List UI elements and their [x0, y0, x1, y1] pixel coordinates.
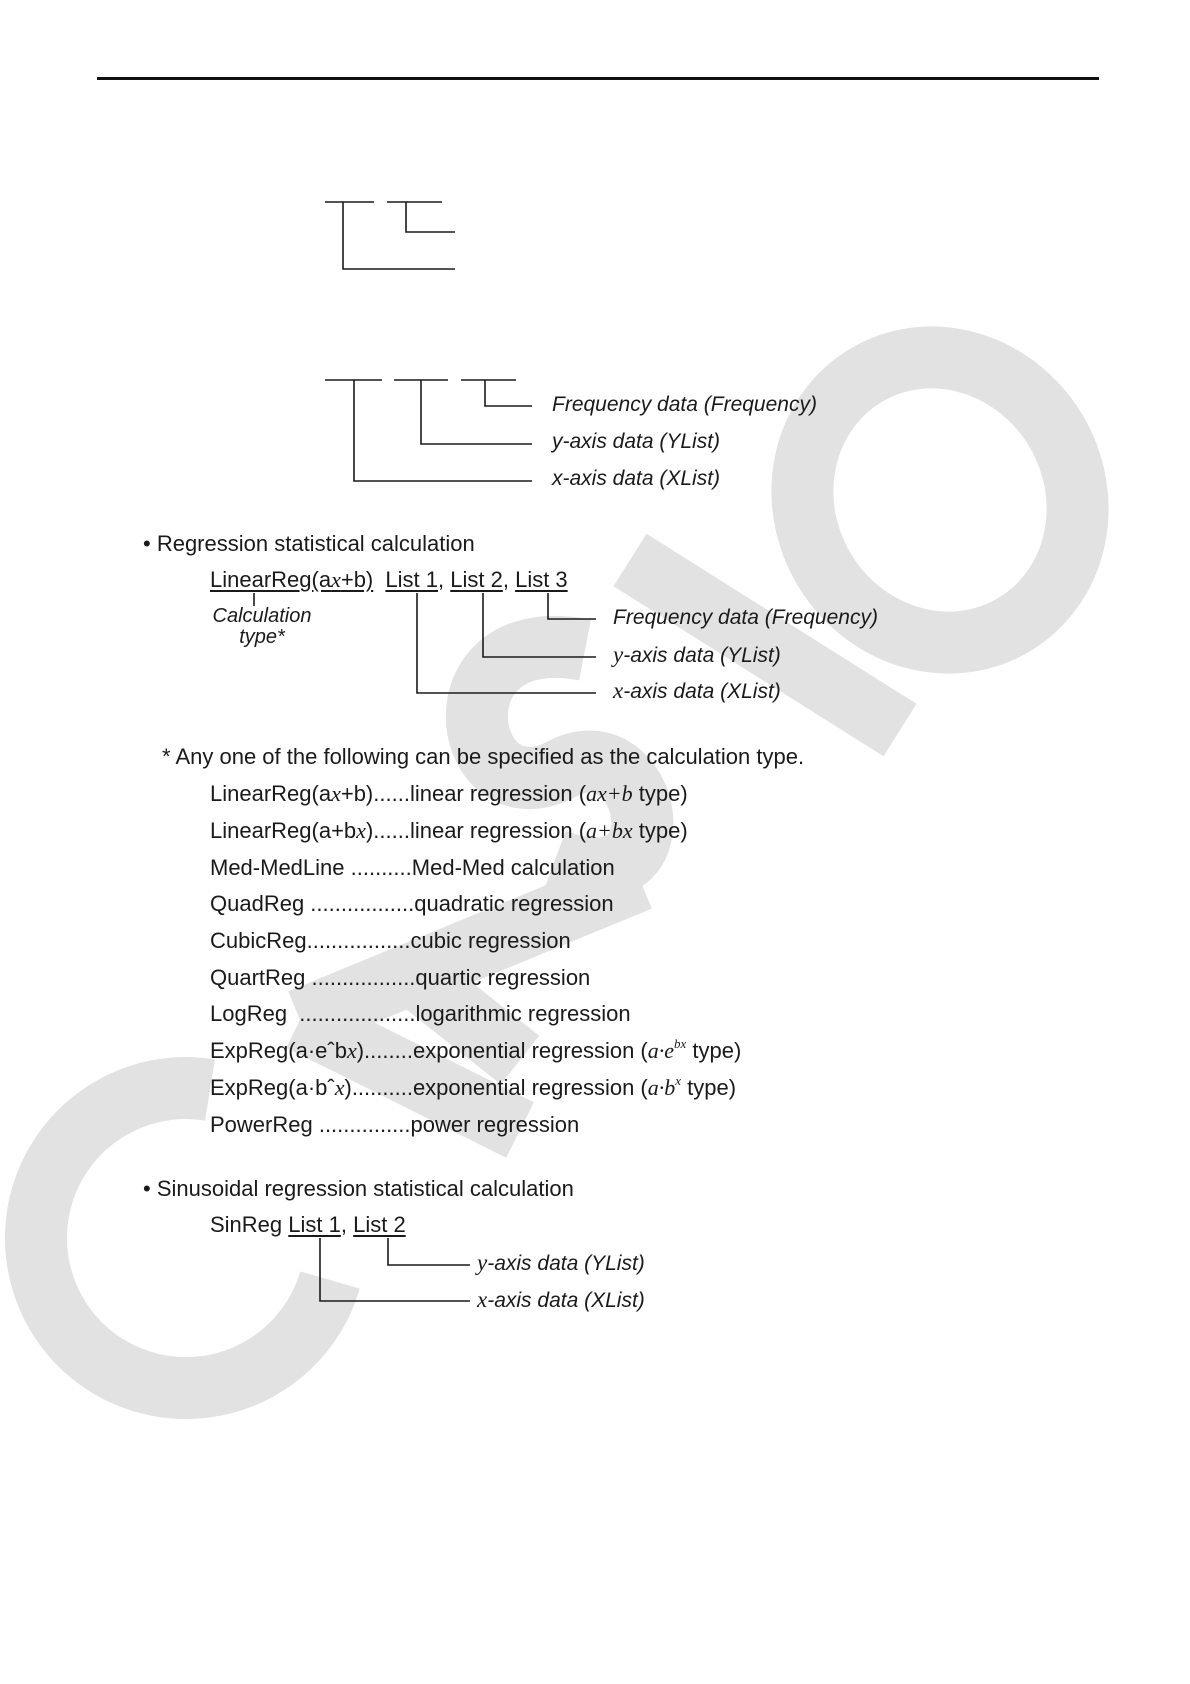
list-1: List 1 [288, 1212, 341, 1237]
annotation-x-axis: x-axis data (XList) [552, 467, 721, 490]
bullet: • [143, 1176, 151, 1201]
sinreg-command: SinReg [210, 1212, 283, 1237]
annotation-frequency: Frequency data (Frequency) [552, 393, 817, 416]
sinusoidal-annotation-y-axis: y-axis data (YList) [477, 1250, 645, 1275]
calc-type-row: ExpReg(a·bˆx)..........exponential regression ($a\cdot b^x$ type) [210, 1073, 737, 1100]
comma: , [340, 1212, 347, 1237]
calc-type-row: LinearReg(a+bx)......linear regression (a+bx type) [210, 818, 688, 843]
sinusoidal-heading-text: Sinusoidal regression statistical calculation [156, 1176, 574, 1201]
calc-type-row: CubicReg.................cubic regression [210, 928, 571, 953]
calc-type-row: PowerReg ...............power regression [210, 1112, 580, 1137]
calc-type-row: ExpReg(a·eˆbx)........exponential regression ($a\cdot e^{bx}$ type) [210, 1036, 742, 1063]
regression-heading-text: Regression statistical calculation [156, 531, 475, 556]
calc-type-label: Calculation type* [212, 605, 312, 648]
comma: , [502, 567, 509, 592]
sinusoidal-heading [143, 1176, 574, 1202]
regression-heading [143, 531, 475, 557]
calc-type-row: QuadReg .................quadratic regression [210, 891, 614, 916]
sinusoidal-command-line [210, 1212, 406, 1238]
sinusoidal-annotation-x-axis: x-axis data (XList) [477, 1287, 645, 1312]
calc-type-note: * Any one of the following can be specified as the calculation type. [162, 744, 805, 769]
calc-type-row: QuartReg .................quartic regression [210, 965, 591, 990]
bullet: • [143, 531, 151, 556]
regression-command-line [210, 567, 568, 593]
list-2: List 2 [353, 1212, 406, 1237]
regression-annotation-y-axis: y-axis data (YList) [613, 642, 781, 667]
regression-annotation-frequency: Frequency data (Frequency) [613, 606, 878, 629]
list-1: List 1 [385, 567, 438, 592]
calc-type-row: LogReg ...................logarithmic regression [210, 1001, 631, 1026]
comma: , [437, 567, 445, 592]
list-3: List 3 [515, 567, 568, 592]
calc-type-command: LinearReg(ax+b) [210, 567, 374, 592]
calc-type-row: LinearReg(ax+b)......linear regression (ax+b type) [210, 781, 688, 806]
regression-annotation-x-axis: x-axis data (XList) [613, 678, 781, 703]
annotation-y-axis: y-axis data (YList) [552, 430, 721, 453]
list-2: List 2 [450, 567, 503, 592]
calc-type-row: Med-MedLine ..........Med-Med calculation [210, 855, 615, 880]
